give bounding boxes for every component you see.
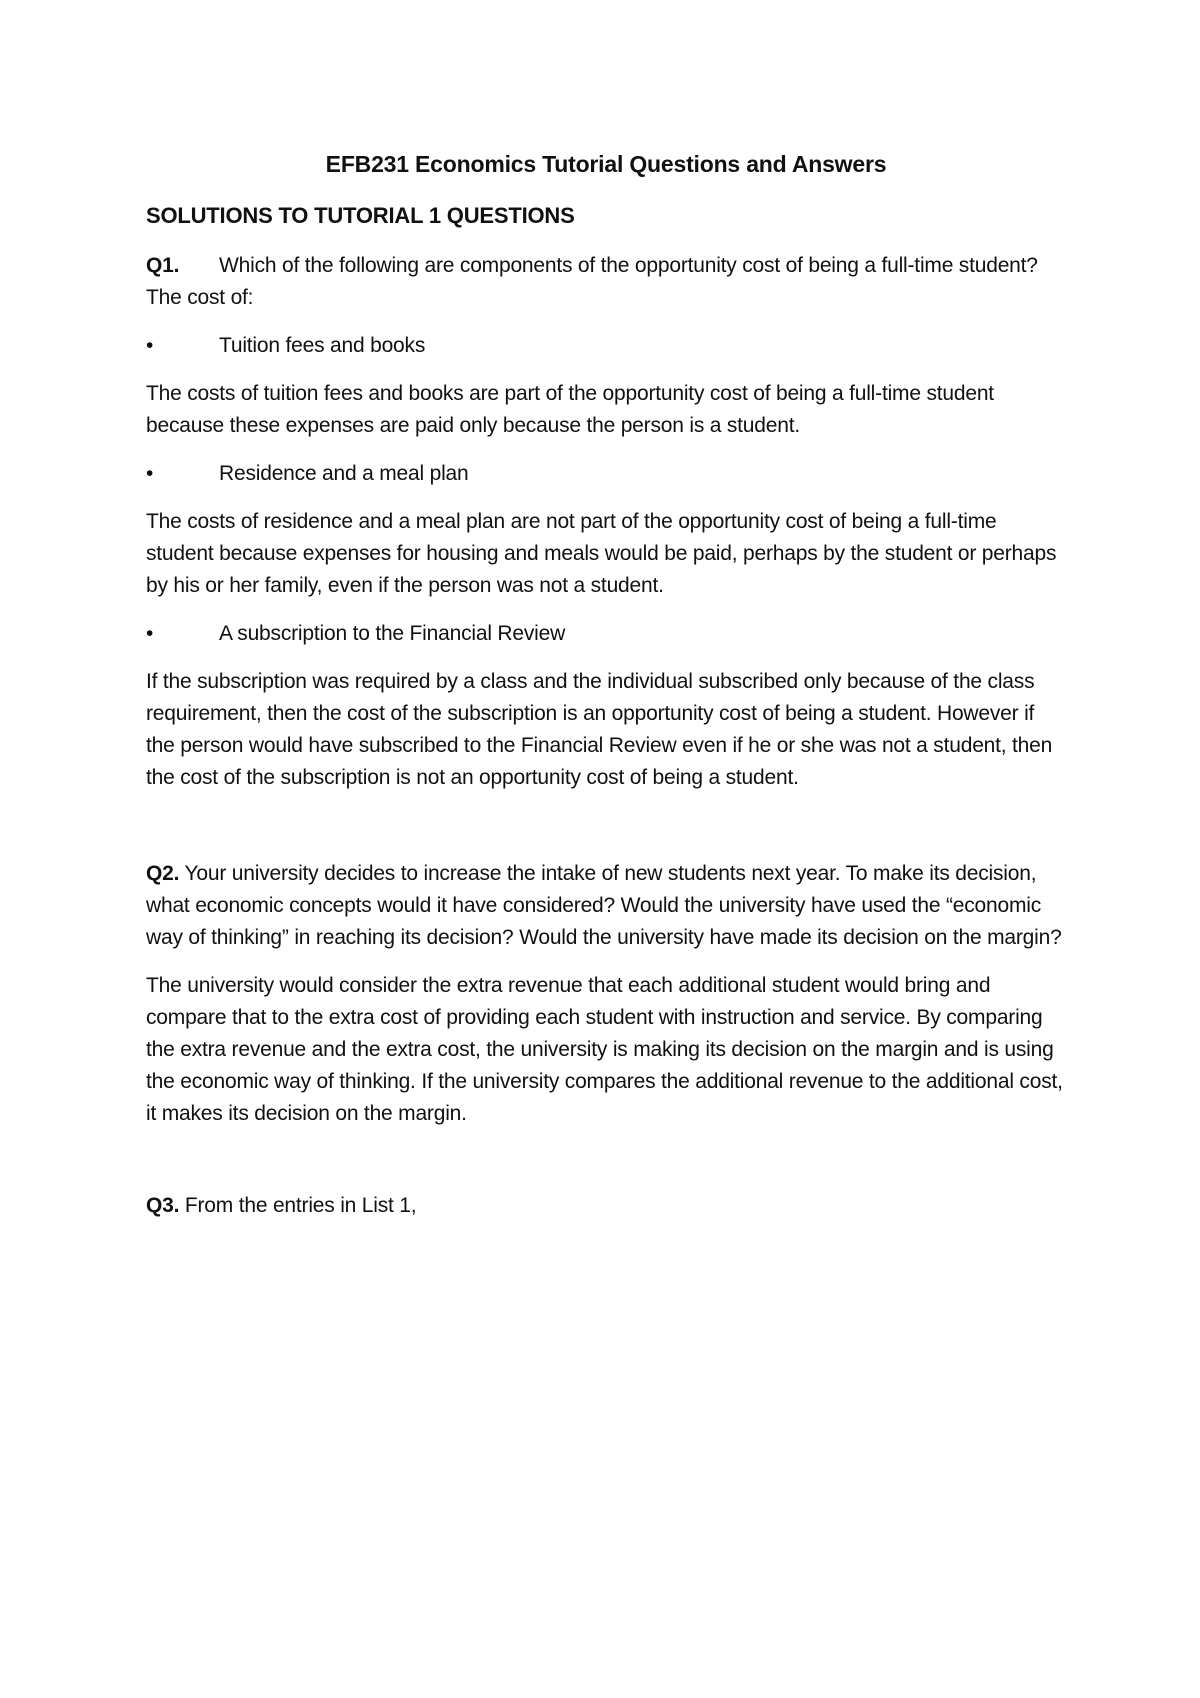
section-heading: SOLUTIONS TO TUTORIAL 1 QUESTIONS <box>146 203 575 228</box>
q3-label: Q3. <box>146 1194 180 1217</box>
q3-question-text: From the entries in List 1, <box>184 1194 417 1217</box>
q1-bullet-item <box>146 458 1066 490</box>
q1-bullet-item <box>146 330 1066 362</box>
q1-bullet-item <box>146 618 1066 650</box>
spacer <box>146 810 1066 858</box>
q1-question <box>146 250 1066 314</box>
document-title: EFB231 Economics Tutorial Questions and Answers <box>325 151 887 177</box>
q1-answer-paragraph: If the subscription was required by a class and the individual subscribed only because of the class requirement, then the cost of the subscription is an opportunity cost of being a student. However if the person would have subscribed to the Financial Review even if he or she was not a student, then the cost of the subscription is not an opportunity cost of being a student. <box>146 670 1053 789</box>
q1-answer-paragraph: The costs of residence and a meal plan are not part of the opportunity cost of being a full-time student because expenses for housing and meals would be paid, perhaps by the student or perhaps by his or her family, even if the person was not a student. <box>146 510 1057 597</box>
document-body <box>146 148 1066 1238</box>
bullet-marker: • <box>146 462 154 485</box>
q1-question-text: Which of the following are components of the opportunity cost of being a full-time student? The cost of: <box>146 254 1038 309</box>
q2-answer-paragraph: The university would consider the extra revenue that each additional student would bring and compare that to the extra cost of providing each student with instruction and service. By comparing the extra revenue and the extra cost, the university is making its decision on the margin and is using the economic way of thinking. If the university compares the additional revenue to the additional cost, it makes its decision on the margin. <box>146 974 1063 1125</box>
bullet-item-text: A subscription to the Financial Review <box>219 622 566 645</box>
spacer <box>146 1146 1066 1190</box>
q3-question <box>146 1190 1066 1222</box>
q2-question <box>146 858 1066 954</box>
bullet-marker: • <box>146 622 154 645</box>
bullet-marker: • <box>146 334 154 357</box>
q2-label: Q2. <box>146 862 180 885</box>
q1-label: Q1. <box>146 254 180 277</box>
bullet-item-text: Residence and a meal plan <box>219 462 469 485</box>
q1-answer-paragraph: The costs of tuition fees and books are part of the opportunity cost of being a full-time student because these expenses are paid only because the person is a student. <box>146 382 994 437</box>
bullet-item-text: Tuition fees and books <box>219 334 426 357</box>
q2-question-text: Your university decides to increase the intake of new students next year. To make its decision, what economic concepts would it have considered? Would the university have used the “economic way of thinking” in reaching its decision? Would the university have made its decision on the margin? <box>146 862 1062 949</box>
